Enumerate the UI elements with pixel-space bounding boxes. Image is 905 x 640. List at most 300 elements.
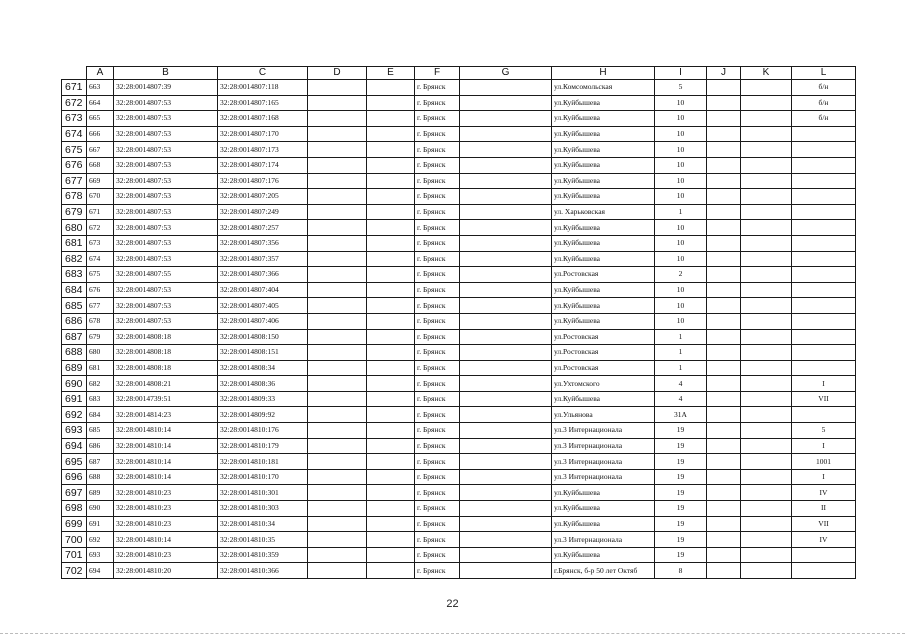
cell-f[interactable]: г. Брянск [415, 298, 460, 314]
cell-g[interactable] [460, 313, 552, 329]
cell-k[interactable] [741, 126, 792, 142]
cell-l[interactable] [792, 407, 856, 423]
cell-k[interactable] [741, 516, 792, 532]
column-header-h[interactable]: H [552, 67, 655, 80]
cell-h[interactable]: ул.Ростовская [552, 345, 655, 361]
row-number[interactable]: 699 [62, 516, 87, 532]
cell-j[interactable] [707, 220, 741, 236]
cell-l[interactable]: б/н [792, 111, 856, 127]
cell-l[interactable]: I [792, 469, 856, 485]
cell-e[interactable] [367, 438, 415, 454]
row-number[interactable]: 681 [62, 235, 87, 251]
row-number[interactable]: 697 [62, 485, 87, 501]
cell-i[interactable]: 4 [655, 391, 707, 407]
cell-d[interactable] [308, 563, 367, 579]
cell-a[interactable]: 686 [87, 438, 114, 454]
cell-h[interactable]: ул.Куйбышева [552, 142, 655, 158]
cell-g[interactable] [460, 95, 552, 111]
cell-g[interactable] [460, 173, 552, 189]
row-number[interactable]: 695 [62, 454, 87, 470]
cell-c[interactable]: 32:28:0014808:34 [218, 360, 308, 376]
cell-g[interactable] [460, 235, 552, 251]
cell-c[interactable]: 32:28:0014807:257 [218, 220, 308, 236]
cell-k[interactable] [741, 563, 792, 579]
cell-k[interactable] [741, 282, 792, 298]
row-number[interactable]: 672 [62, 95, 87, 111]
cell-a[interactable]: 667 [87, 142, 114, 158]
cell-e[interactable] [367, 189, 415, 205]
cell-l[interactable] [792, 313, 856, 329]
cell-a[interactable]: 685 [87, 423, 114, 439]
cell-e[interactable] [367, 485, 415, 501]
column-header-i[interactable]: I [655, 67, 707, 80]
cell-g[interactable] [460, 329, 552, 345]
cell-h[interactable]: ул.Куйбышева [552, 173, 655, 189]
cell-e[interactable] [367, 516, 415, 532]
cell-i[interactable]: 19 [655, 532, 707, 548]
cell-e[interactable] [367, 173, 415, 189]
cell-j[interactable] [707, 282, 741, 298]
cell-h[interactable]: ул.Куйбышева [552, 485, 655, 501]
cell-b[interactable]: 32:28:0014808:18 [114, 345, 218, 361]
cell-e[interactable] [367, 298, 415, 314]
cell-k[interactable] [741, 251, 792, 267]
cell-b[interactable]: 32:28:0014807:53 [114, 95, 218, 111]
cell-k[interactable] [741, 142, 792, 158]
cell-d[interactable] [308, 391, 367, 407]
cell-a[interactable]: 692 [87, 532, 114, 548]
cell-b[interactable]: 32:28:0014808:18 [114, 360, 218, 376]
cell-j[interactable] [707, 547, 741, 563]
cell-j[interactable] [707, 532, 741, 548]
row-number[interactable]: 679 [62, 204, 87, 220]
cell-c[interactable]: 32:28:0014810:34 [218, 516, 308, 532]
cell-i[interactable]: 10 [655, 126, 707, 142]
cell-i[interactable]: 10 [655, 235, 707, 251]
cell-h[interactable]: ул.3 Интернационала [552, 438, 655, 454]
cell-i[interactable]: 19 [655, 547, 707, 563]
cell-j[interactable] [707, 563, 741, 579]
cell-g[interactable] [460, 126, 552, 142]
cell-f[interactable]: г. Брянск [415, 376, 460, 392]
cell-h[interactable]: ул.Куйбышева [552, 313, 655, 329]
cell-a[interactable]: 689 [87, 485, 114, 501]
cell-a[interactable]: 681 [87, 360, 114, 376]
column-header-g[interactable]: G [460, 67, 552, 80]
cell-b[interactable]: 32:28:0014810:20 [114, 563, 218, 579]
column-header-k[interactable]: K [741, 67, 792, 80]
column-header-b[interactable]: B [114, 67, 218, 80]
row-number[interactable]: 677 [62, 173, 87, 189]
cell-a[interactable]: 683 [87, 391, 114, 407]
row-number[interactable]: 683 [62, 267, 87, 283]
cell-f[interactable]: г. Брянск [415, 454, 460, 470]
cell-a[interactable]: 672 [87, 220, 114, 236]
cell-d[interactable] [308, 235, 367, 251]
cell-g[interactable] [460, 485, 552, 501]
row-number[interactable]: 675 [62, 142, 87, 158]
cell-c[interactable]: 32:28:0014807:405 [218, 298, 308, 314]
cell-d[interactable] [308, 454, 367, 470]
cell-a[interactable]: 673 [87, 235, 114, 251]
cell-a[interactable]: 684 [87, 407, 114, 423]
cell-h[interactable]: ул.Куйбышева [552, 220, 655, 236]
cell-d[interactable] [308, 313, 367, 329]
cell-l[interactable] [792, 126, 856, 142]
cell-d[interactable] [308, 157, 367, 173]
cell-j[interactable] [707, 95, 741, 111]
cell-b[interactable]: 32:28:0014810:14 [114, 532, 218, 548]
cell-j[interactable] [707, 267, 741, 283]
cell-b[interactable]: 32:28:0014810:23 [114, 516, 218, 532]
cell-k[interactable] [741, 391, 792, 407]
cell-h[interactable]: ул.Ульянова [552, 407, 655, 423]
cell-h[interactable]: ул.3 Интернационала [552, 532, 655, 548]
cell-i[interactable]: 1 [655, 345, 707, 361]
cell-k[interactable] [741, 423, 792, 439]
cell-k[interactable] [741, 189, 792, 205]
cell-d[interactable] [308, 360, 367, 376]
cell-h[interactable]: ул.Куйбышева [552, 282, 655, 298]
cell-f[interactable]: г. Брянск [415, 563, 460, 579]
cell-d[interactable] [308, 142, 367, 158]
cell-c[interactable]: 32:28:0014810:179 [218, 438, 308, 454]
cell-b[interactable]: 32:28:0014807:53 [114, 282, 218, 298]
cell-h[interactable]: ул.Куйбышева [552, 189, 655, 205]
cell-c[interactable]: 32:28:0014810:176 [218, 423, 308, 439]
cell-l[interactable] [792, 235, 856, 251]
cell-b[interactable]: 32:28:0014807:53 [114, 126, 218, 142]
row-number[interactable]: 702 [62, 563, 87, 579]
cell-e[interactable] [367, 469, 415, 485]
cell-g[interactable] [460, 501, 552, 517]
cell-a[interactable]: 691 [87, 516, 114, 532]
cell-h[interactable]: ул.Комсомольская [552, 80, 655, 96]
cell-d[interactable] [308, 438, 367, 454]
cell-d[interactable] [308, 345, 367, 361]
cell-b[interactable]: 32:28:0014810:23 [114, 485, 218, 501]
cell-c[interactable]: 32:28:0014807:366 [218, 267, 308, 283]
cell-l[interactable] [792, 204, 856, 220]
cell-l[interactable]: IV [792, 532, 856, 548]
cell-f[interactable]: г. Брянск [415, 438, 460, 454]
cell-e[interactable] [367, 282, 415, 298]
cell-b[interactable]: 32:28:0014807:53 [114, 235, 218, 251]
cell-j[interactable] [707, 142, 741, 158]
cell-h[interactable]: ул.Ростовская [552, 360, 655, 376]
row-number[interactable]: 685 [62, 298, 87, 314]
cell-b[interactable]: 32:28:0014810:14 [114, 469, 218, 485]
cell-c[interactable]: 32:28:0014807:176 [218, 173, 308, 189]
cell-e[interactable] [367, 251, 415, 267]
row-number[interactable]: 701 [62, 547, 87, 563]
cell-c[interactable]: 32:28:0014809:92 [218, 407, 308, 423]
cell-i[interactable]: 10 [655, 298, 707, 314]
cell-j[interactable] [707, 313, 741, 329]
cell-f[interactable]: г. Брянск [415, 313, 460, 329]
cell-f[interactable]: г. Брянск [415, 157, 460, 173]
cell-e[interactable] [367, 391, 415, 407]
cell-h[interactable]: ул.Куйбышева [552, 501, 655, 517]
cell-a[interactable]: 666 [87, 126, 114, 142]
column-header-e[interactable]: E [367, 67, 415, 80]
cell-l[interactable] [792, 298, 856, 314]
cell-l[interactable] [792, 360, 856, 376]
cell-g[interactable] [460, 142, 552, 158]
cell-b[interactable]: 32:28:0014808:21 [114, 376, 218, 392]
cell-b[interactable]: 32:28:0014807:53 [114, 204, 218, 220]
cell-g[interactable] [460, 532, 552, 548]
cell-j[interactable] [707, 454, 741, 470]
cell-l[interactable]: I [792, 376, 856, 392]
cell-a[interactable]: 676 [87, 282, 114, 298]
cell-k[interactable] [741, 360, 792, 376]
row-number[interactable]: 678 [62, 189, 87, 205]
cell-c[interactable]: 32:28:0014807:118 [218, 80, 308, 96]
cell-a[interactable]: 670 [87, 189, 114, 205]
column-header-f[interactable]: F [415, 67, 460, 80]
cell-b[interactable]: 32:28:0014810:14 [114, 423, 218, 439]
cell-j[interactable] [707, 235, 741, 251]
row-number[interactable]: 673 [62, 111, 87, 127]
cell-a[interactable]: 668 [87, 157, 114, 173]
row-number[interactable]: 694 [62, 438, 87, 454]
cell-c[interactable]: 32:28:0014807:168 [218, 111, 308, 127]
cell-a[interactable]: 671 [87, 204, 114, 220]
cell-i[interactable]: 19 [655, 516, 707, 532]
cell-j[interactable] [707, 298, 741, 314]
cell-c[interactable]: 32:28:0014807:357 [218, 251, 308, 267]
cell-j[interactable] [707, 345, 741, 361]
cell-g[interactable] [460, 516, 552, 532]
cell-a[interactable]: 679 [87, 329, 114, 345]
cell-b[interactable]: 32:28:0014807:53 [114, 220, 218, 236]
row-number[interactable]: 684 [62, 282, 87, 298]
cell-k[interactable] [741, 95, 792, 111]
cell-d[interactable] [308, 516, 367, 532]
row-number[interactable]: 696 [62, 469, 87, 485]
cell-g[interactable] [460, 111, 552, 127]
cell-k[interactable] [741, 501, 792, 517]
cell-k[interactable] [741, 376, 792, 392]
cell-c[interactable]: 32:28:0014807:356 [218, 235, 308, 251]
cell-d[interactable] [308, 469, 367, 485]
cell-g[interactable] [460, 469, 552, 485]
cell-c[interactable]: 32:28:0014807:165 [218, 95, 308, 111]
cell-f[interactable]: г. Брянск [415, 267, 460, 283]
cell-b[interactable]: 32:28:0014807:53 [114, 157, 218, 173]
cell-g[interactable] [460, 157, 552, 173]
cell-l[interactable]: VII [792, 516, 856, 532]
cell-e[interactable] [367, 345, 415, 361]
cell-f[interactable]: г. Брянск [415, 173, 460, 189]
cell-j[interactable] [707, 438, 741, 454]
cell-c[interactable]: 32:28:0014810:181 [218, 454, 308, 470]
cell-a[interactable]: 664 [87, 95, 114, 111]
cell-a[interactable]: 682 [87, 376, 114, 392]
cell-i[interactable]: 31А [655, 407, 707, 423]
cell-l[interactable]: I [792, 438, 856, 454]
cell-i[interactable]: 4 [655, 376, 707, 392]
cell-f[interactable]: г. Брянск [415, 126, 460, 142]
cell-e[interactable] [367, 423, 415, 439]
cell-k[interactable] [741, 407, 792, 423]
cell-e[interactable] [367, 407, 415, 423]
cell-j[interactable] [707, 251, 741, 267]
cell-l[interactable]: IV [792, 485, 856, 501]
cell-c[interactable]: 32:28:0014807:404 [218, 282, 308, 298]
cell-l[interactable] [792, 173, 856, 189]
row-number[interactable]: 688 [62, 345, 87, 361]
cell-d[interactable] [308, 547, 367, 563]
cell-i[interactable]: 8 [655, 563, 707, 579]
cell-g[interactable] [460, 220, 552, 236]
cell-k[interactable] [741, 485, 792, 501]
cell-g[interactable] [460, 267, 552, 283]
cell-j[interactable] [707, 111, 741, 127]
cell-h[interactable]: ул.3 Интернационала [552, 423, 655, 439]
row-number[interactable]: 690 [62, 376, 87, 392]
column-header-a[interactable]: A [87, 67, 114, 80]
cell-c[interactable]: 32:28:0014807:170 [218, 126, 308, 142]
cell-i[interactable]: 10 [655, 220, 707, 236]
cell-f[interactable]: г. Брянск [415, 251, 460, 267]
cell-a[interactable]: 665 [87, 111, 114, 127]
cell-k[interactable] [741, 267, 792, 283]
cell-l[interactable]: б/н [792, 95, 856, 111]
cell-e[interactable] [367, 80, 415, 96]
cell-g[interactable] [460, 563, 552, 579]
cell-l[interactable]: VII [792, 391, 856, 407]
cell-i[interactable]: 10 [655, 142, 707, 158]
cell-e[interactable] [367, 563, 415, 579]
cell-i[interactable]: 10 [655, 173, 707, 189]
cell-f[interactable]: г. Брянск [415, 407, 460, 423]
cell-f[interactable]: г. Брянск [415, 204, 460, 220]
cell-b[interactable]: 32:28:0014807:53 [114, 313, 218, 329]
cell-k[interactable] [741, 329, 792, 345]
cell-i[interactable]: 1 [655, 329, 707, 345]
cell-c[interactable]: 32:28:0014807:173 [218, 142, 308, 158]
cell-i[interactable]: 10 [655, 251, 707, 267]
cell-a[interactable]: 675 [87, 267, 114, 283]
cell-l[interactable]: б/н [792, 80, 856, 96]
cell-b[interactable]: 32:28:0014807:53 [114, 111, 218, 127]
cell-d[interactable] [308, 80, 367, 96]
cell-l[interactable] [792, 329, 856, 345]
cell-d[interactable] [308, 189, 367, 205]
cell-d[interactable] [308, 485, 367, 501]
cell-e[interactable] [367, 220, 415, 236]
cell-h[interactable]: ул.Куйбышева [552, 111, 655, 127]
cell-h[interactable]: ул.Куйбышева [552, 235, 655, 251]
cell-c[interactable]: 32:28:0014809:33 [218, 391, 308, 407]
cell-a[interactable]: 677 [87, 298, 114, 314]
cell-k[interactable] [741, 173, 792, 189]
cell-c[interactable]: 32:28:0014810:359 [218, 547, 308, 563]
cell-j[interactable] [707, 329, 741, 345]
column-header-d[interactable]: D [308, 67, 367, 80]
cell-a[interactable]: 674 [87, 251, 114, 267]
cell-h[interactable]: ул.Куйбышева [552, 516, 655, 532]
cell-e[interactable] [367, 313, 415, 329]
cell-b[interactable]: 32:28:0014807:53 [114, 189, 218, 205]
cell-f[interactable]: г. Брянск [415, 516, 460, 532]
cell-a[interactable]: 688 [87, 469, 114, 485]
cell-f[interactable]: г. Брянск [415, 235, 460, 251]
cell-i[interactable]: 1 [655, 204, 707, 220]
cell-j[interactable] [707, 80, 741, 96]
cell-e[interactable] [367, 267, 415, 283]
cell-h[interactable]: ул.Куйбышева [552, 251, 655, 267]
cell-d[interactable] [308, 173, 367, 189]
cell-d[interactable] [308, 267, 367, 283]
cell-l[interactable] [792, 282, 856, 298]
cell-i[interactable]: 10 [655, 282, 707, 298]
cell-l[interactable] [792, 157, 856, 173]
cell-d[interactable] [308, 282, 367, 298]
cell-h[interactable]: ул.Ростовская [552, 267, 655, 283]
cell-h[interactable]: ул.Куйбышева [552, 298, 655, 314]
cell-j[interactable] [707, 485, 741, 501]
cell-k[interactable] [741, 204, 792, 220]
cell-i[interactable]: 19 [655, 423, 707, 439]
cell-d[interactable] [308, 532, 367, 548]
cell-f[interactable]: г. Брянск [415, 423, 460, 439]
cell-k[interactable] [741, 80, 792, 96]
cell-e[interactable] [367, 235, 415, 251]
cell-e[interactable] [367, 532, 415, 548]
cell-b[interactable]: 32:28:0014807:53 [114, 298, 218, 314]
cell-f[interactable]: г. Брянск [415, 391, 460, 407]
cell-j[interactable] [707, 360, 741, 376]
cell-k[interactable] [741, 454, 792, 470]
cell-k[interactable] [741, 547, 792, 563]
cell-l[interactable]: 5 [792, 423, 856, 439]
cell-h[interactable]: ул.Куйбышева [552, 126, 655, 142]
cell-l[interactable] [792, 345, 856, 361]
cell-c[interactable]: 32:28:0014807:174 [218, 157, 308, 173]
cell-f[interactable]: г. Брянск [415, 485, 460, 501]
cell-i[interactable]: 10 [655, 189, 707, 205]
cell-f[interactable]: г. Брянск [415, 501, 460, 517]
cell-i[interactable]: 2 [655, 267, 707, 283]
cell-j[interactable] [707, 407, 741, 423]
cell-d[interactable] [308, 298, 367, 314]
cell-d[interactable] [308, 126, 367, 142]
cell-i[interactable]: 10 [655, 111, 707, 127]
cell-l[interactable]: 1001 [792, 454, 856, 470]
cell-a[interactable]: 690 [87, 501, 114, 517]
cell-j[interactable] [707, 204, 741, 220]
row-number[interactable]: 686 [62, 313, 87, 329]
cell-g[interactable] [460, 438, 552, 454]
cell-g[interactable] [460, 298, 552, 314]
cell-e[interactable] [367, 329, 415, 345]
cell-g[interactable] [460, 80, 552, 96]
cell-k[interactable] [741, 298, 792, 314]
row-number[interactable]: 691 [62, 391, 87, 407]
cell-f[interactable]: г. Брянск [415, 329, 460, 345]
cell-d[interactable] [308, 220, 367, 236]
cell-c[interactable]: 32:28:0014810:301 [218, 485, 308, 501]
cell-h[interactable]: ул. Харьковская [552, 204, 655, 220]
cell-e[interactable] [367, 547, 415, 563]
column-header-c[interactable]: C [218, 67, 308, 80]
row-number[interactable]: 680 [62, 220, 87, 236]
cell-g[interactable] [460, 454, 552, 470]
cell-a[interactable]: 678 [87, 313, 114, 329]
